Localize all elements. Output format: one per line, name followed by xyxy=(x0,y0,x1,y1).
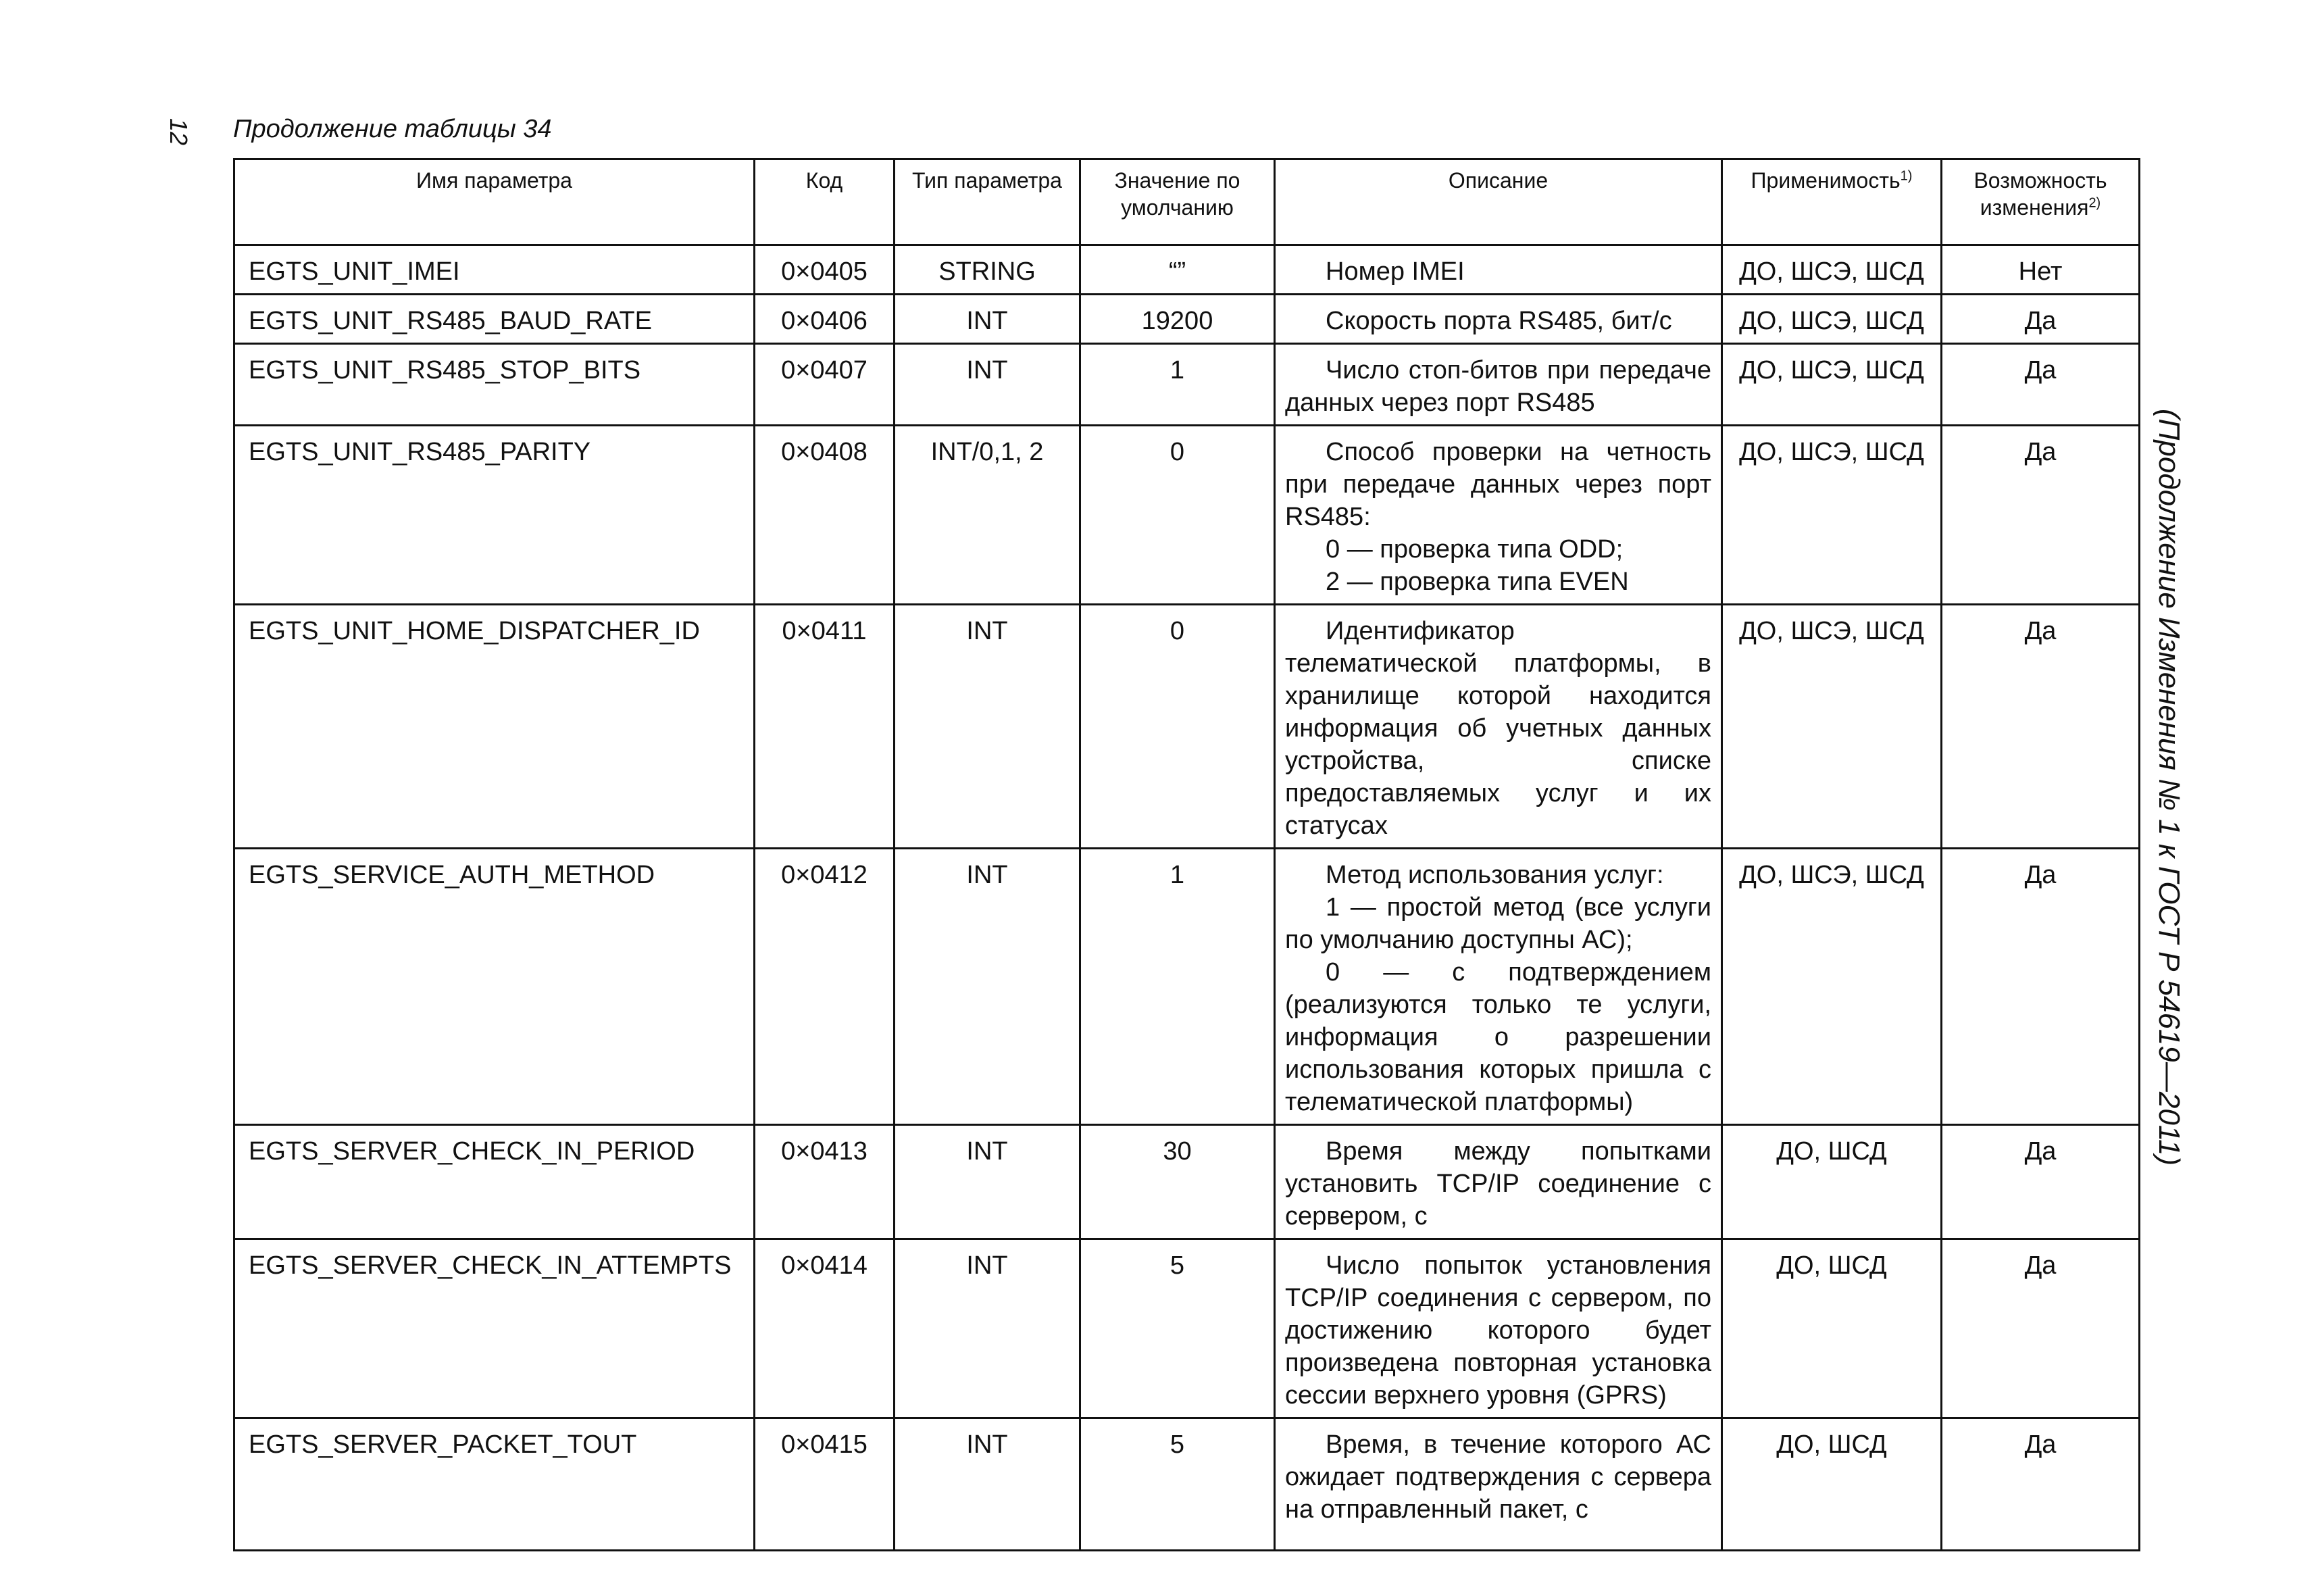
table-row xyxy=(234,849,2140,1125)
cell-code: 0×0407 xyxy=(755,344,895,426)
cell-changeable: Да xyxy=(1942,605,2140,849)
cell-applicability: ДО, ШСД xyxy=(1722,1418,1942,1551)
cell-changeable: Нет xyxy=(1942,245,2140,295)
cell-description xyxy=(1275,1125,1722,1239)
cell-changeable: Да xyxy=(1942,849,2140,1125)
description-paragraph: Число стоп-битов при передаче данных через порт RS485 xyxy=(1285,356,1711,417)
cell-description xyxy=(1275,1418,1722,1551)
cell-applicability: ДО, ШСЭ, ШСД xyxy=(1722,849,1942,1125)
cell-changeable: Да xyxy=(1942,295,2140,344)
header-changeable-label: Возможность изменения xyxy=(1973,168,2107,220)
cell-default-value: “” xyxy=(1080,245,1275,295)
cell-type: INT xyxy=(895,849,1080,1125)
cell-applicability: ДО, ШСЭ, ШСД xyxy=(1722,426,1942,605)
cell-default-value: 1 xyxy=(1080,849,1275,1125)
cell-default-value: 19200 xyxy=(1080,295,1275,344)
cell-parameter-name: EGTS_UNIT_RS485_PARITY xyxy=(234,426,755,605)
cell-description xyxy=(1275,295,1722,344)
header-code: Код xyxy=(755,159,895,245)
cell-code: 0×0414 xyxy=(755,1239,895,1418)
cell-description xyxy=(1275,344,1722,426)
page-number: 12 xyxy=(165,118,193,146)
cell-parameter-name: EGTS_SERVER_PACKET_TOUT xyxy=(234,1418,755,1551)
cell-type: INT/0,1, 2 xyxy=(895,426,1080,605)
cell-description xyxy=(1275,426,1722,605)
table-row xyxy=(234,1239,2140,1418)
description-paragraph: 0 — проверка типа ODD; xyxy=(1326,535,1624,564)
cell-applicability: ДО, ШСЭ, ШСД xyxy=(1722,295,1942,344)
description-paragraph: Время между попытками установить TCP/IP соединение с сервером, с xyxy=(1285,1137,1711,1230)
running-title: (Продолжение Изменения № 1 к ГОСТ Р 54619—2011) xyxy=(2153,408,2186,1166)
cell-default-value: 1 xyxy=(1080,344,1275,426)
cell-default-value: 5 xyxy=(1080,1418,1275,1551)
cell-description xyxy=(1275,1239,1722,1418)
header-type: Тип параметра xyxy=(895,159,1080,245)
cell-code: 0×0405 xyxy=(755,245,895,295)
description-paragraph: 2 — проверка типа EVEN xyxy=(1326,568,1629,596)
cell-code: 0×0415 xyxy=(755,1418,895,1551)
cell-type: INT xyxy=(895,1125,1080,1239)
table-row xyxy=(234,344,2140,426)
header-name: Имя параметра xyxy=(234,159,755,245)
header-description: Описание xyxy=(1275,159,1722,245)
cell-parameter-name: EGTS_UNIT_RS485_STOP_BITS xyxy=(234,344,755,426)
table-row xyxy=(234,426,2140,605)
description-paragraph: Метод использования услуг: xyxy=(1326,861,1664,889)
description-paragraph: Идентификатор телематической платформы, в хранилище которой находится информация об учетных данных устройства, списке предоставляемых услуг и их статусах xyxy=(1285,617,1711,840)
cell-changeable: Да xyxy=(1942,344,2140,426)
cell-type: STRING xyxy=(895,245,1080,295)
cell-description xyxy=(1275,605,1722,849)
table-header xyxy=(234,159,2140,245)
cell-type: INT xyxy=(895,605,1080,849)
cell-parameter-name: EGTS_SERVER_CHECK_IN_PERIOD xyxy=(234,1125,755,1239)
cell-type: INT xyxy=(895,344,1080,426)
description-paragraph: Число попыток установления TCP/IP соединения с сервером, по достижению которого будет произведена повторная установка сессии верхнего уровня (GPRS) xyxy=(1285,1251,1711,1410)
cell-type: INT xyxy=(895,1239,1080,1418)
cell-code: 0×0411 xyxy=(755,605,895,849)
cell-default-value: 5 xyxy=(1080,1239,1275,1418)
table-row xyxy=(234,1418,2140,1551)
table-row xyxy=(234,1125,2140,1239)
cell-parameter-name: EGTS_UNIT_RS485_BAUD_RATE xyxy=(234,295,755,344)
cell-code: 0×0406 xyxy=(755,295,895,344)
cell-changeable: Да xyxy=(1942,426,2140,605)
cell-default-value: 0 xyxy=(1080,426,1275,605)
cell-code: 0×0408 xyxy=(755,426,895,605)
table-row xyxy=(234,295,2140,344)
footnote-marker-1: 1) xyxy=(1900,168,1913,184)
cell-description xyxy=(1275,245,1722,295)
cell-applicability: ДО, ШСД xyxy=(1722,1125,1942,1239)
cell-code: 0×0413 xyxy=(755,1125,895,1239)
cell-parameter-name: EGTS_UNIT_HOME_DISPATCHER_ID xyxy=(234,605,755,849)
cell-default-value: 0 xyxy=(1080,605,1275,849)
cell-type: INT xyxy=(895,295,1080,344)
cell-applicability: ДО, ШСЭ, ШСД xyxy=(1722,344,1942,426)
cell-changeable: Да xyxy=(1942,1239,2140,1418)
cell-changeable: Да xyxy=(1942,1125,2140,1239)
cell-applicability: ДО, ШСД xyxy=(1722,1239,1942,1418)
header-applicability-label: Применимость xyxy=(1751,168,1901,193)
header-default: Значение по умолчанию xyxy=(1080,159,1275,245)
cell-code: 0×0412 xyxy=(755,849,895,1125)
description-paragraph: 1 — простой метод (все услуги по умолчанию доступны АС); xyxy=(1285,893,1711,954)
cell-type: INT xyxy=(895,1418,1080,1551)
table-row xyxy=(234,605,2140,849)
cell-applicability: ДО, ШСЭ, ШСД xyxy=(1722,605,1942,849)
table-row xyxy=(234,245,2140,295)
cell-default-value: 30 xyxy=(1080,1125,1275,1239)
header-row xyxy=(234,159,2140,245)
description-paragraph: Скорость порта RS485, бит/с xyxy=(1326,307,1672,335)
cell-parameter-name: EGTS_SERVICE_AUTH_METHOD xyxy=(234,849,755,1125)
table-caption: Продолжение таблицы 34 xyxy=(233,115,552,143)
description-paragraph: Время, в течение которого АС ожидает подтверждения с сервера на отправленный пакет, с xyxy=(1285,1430,1711,1524)
description-paragraph: 0 — с подтверждением (реализуются только те услуги, информация о разрешении использования которых пришла с телематической платформы) xyxy=(1285,958,1711,1116)
description-paragraph: Способ проверки на четность при передаче данных через порт RS485: xyxy=(1285,438,1711,531)
header-changeable xyxy=(1942,159,2140,245)
table-body xyxy=(234,245,2140,1551)
cell-changeable: Да xyxy=(1942,1418,2140,1551)
parameters-table xyxy=(233,158,2140,1551)
footnote-marker-2: 2) xyxy=(2088,195,2101,211)
cell-parameter-name: EGTS_SERVER_CHECK_IN_ATTEMPTS xyxy=(234,1239,755,1418)
header-applicability xyxy=(1722,159,1942,245)
description-paragraph: Номер IMEI xyxy=(1326,257,1465,286)
cell-applicability: ДО, ШСЭ, ШСД xyxy=(1722,245,1942,295)
cell-parameter-name: EGTS_UNIT_IMEI xyxy=(234,245,755,295)
cell-description xyxy=(1275,849,1722,1125)
